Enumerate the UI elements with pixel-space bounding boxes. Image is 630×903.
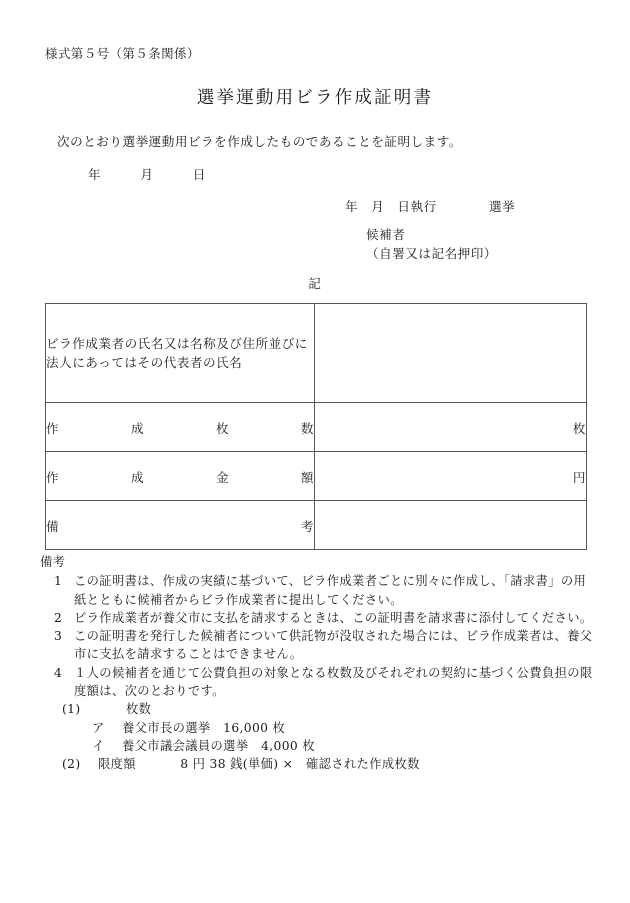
printer-info-line-2: 法人にあってはその代表者の氏名 <box>46 355 243 370</box>
note-subitem-limit <box>62 755 596 773</box>
note-subitem-limit-label: 限度額 <box>98 757 136 772</box>
table-row-quantity <box>46 403 587 452</box>
election-date-line: 年 月 日執行 選挙 <box>345 199 516 214</box>
table-row-amount <box>46 452 587 501</box>
note-number-1: 1 <box>54 574 63 589</box>
note-text-1-line-2: 紙とともに候補者からビラ作成業者に提出してください。 <box>74 592 403 607</box>
note-subitem-quantity-number: (1) <box>62 702 81 717</box>
date-blank-line: 年 月 日 <box>88 167 206 182</box>
quantity-item-council-text: 養父市議会議員の選挙 4,000 枚 <box>122 738 315 753</box>
note-text-4-line-1: １人の候補者を通じて公費負担の対象となる枚数及びそれぞれの契約に基づく公費負担の限 <box>74 665 593 680</box>
document-title: 選挙運動用ビラ作成証明書 <box>196 88 434 108</box>
note-text-2-line-1: ビラ作成業者が養父市に支払を請求するときは、この証明書を請求書に添付してください。 <box>74 610 593 625</box>
note-number-3: 3 <box>54 629 63 644</box>
note-text-1-line-1: この証明書は、作成の実績に基づいて、ビラ作成業者ごとに別々に作成し、「請求書」の用 <box>74 574 587 589</box>
note-text-4-line-2: 度額は、次のとおりです。 <box>74 684 225 699</box>
table-row-printer-info <box>46 304 587 403</box>
notes-heading: 備考 <box>40 555 66 569</box>
candidate-label: 候補者 <box>366 227 406 242</box>
candidate-signature-note: （自署又は記名押印） <box>366 246 497 261</box>
note-subitem-limit-number: (2) <box>62 757 81 772</box>
form-number: 様式第５号（第５条関係） <box>45 46 200 61</box>
note-number-2: 2 <box>54 610 63 625</box>
intro-statement: 次のとおり選挙運動用ビラを作成したものであることを証明します。 <box>57 134 462 149</box>
quantity-item-mayor <box>92 719 596 737</box>
row-label-remarks: 備考 <box>46 501 315 550</box>
ki-marker: 記 <box>308 276 322 291</box>
row-label-quantity: 作成枚数 <box>46 403 315 452</box>
note-item-1 <box>40 572 596 609</box>
printer-info-line-1: ビラ作成業者の氏名又は名称及び住所並びに <box>46 336 308 351</box>
note-text-3-line-1: この証明書を発行した候補者について供託物が没収された場合には、ビラ作成業者は、養父 <box>74 629 593 644</box>
note-item-2 <box>40 609 596 627</box>
quantity-item-mayor-text: 養父市長の選挙 16,000 枚 <box>122 720 286 735</box>
note-number-4: 4 <box>54 665 63 680</box>
quantity-item-council-marker: イ <box>92 738 105 753</box>
row-value-quantity[interactable]: 枚 <box>315 403 587 452</box>
note-subitem-quantity <box>62 700 596 718</box>
row-value-amount[interactable]: 円 <box>315 452 587 501</box>
row-label-amount: 作成金額 <box>46 452 315 501</box>
row-label-printer-info <box>46 304 315 403</box>
certificate-table <box>45 303 587 550</box>
row-value-printer-info[interactable] <box>315 304 587 403</box>
quantity-item-council <box>92 737 596 755</box>
note-subitem-limit-value: 8 円 38 銭(単価) × 確認された作成枚数 <box>180 757 420 772</box>
note-item-4 <box>40 664 596 701</box>
row-value-remarks[interactable] <box>315 501 587 550</box>
note-text-3-line-2: 市に支払を請求することはできません。 <box>74 647 303 662</box>
notes-section <box>40 553 596 774</box>
quantity-item-mayor-marker: ア <box>92 720 105 735</box>
note-item-3 <box>40 627 596 664</box>
table-row-remarks <box>46 501 587 550</box>
candidate-signature-block <box>366 225 497 263</box>
note-subitem-quantity-label: 枚数 <box>126 702 152 717</box>
